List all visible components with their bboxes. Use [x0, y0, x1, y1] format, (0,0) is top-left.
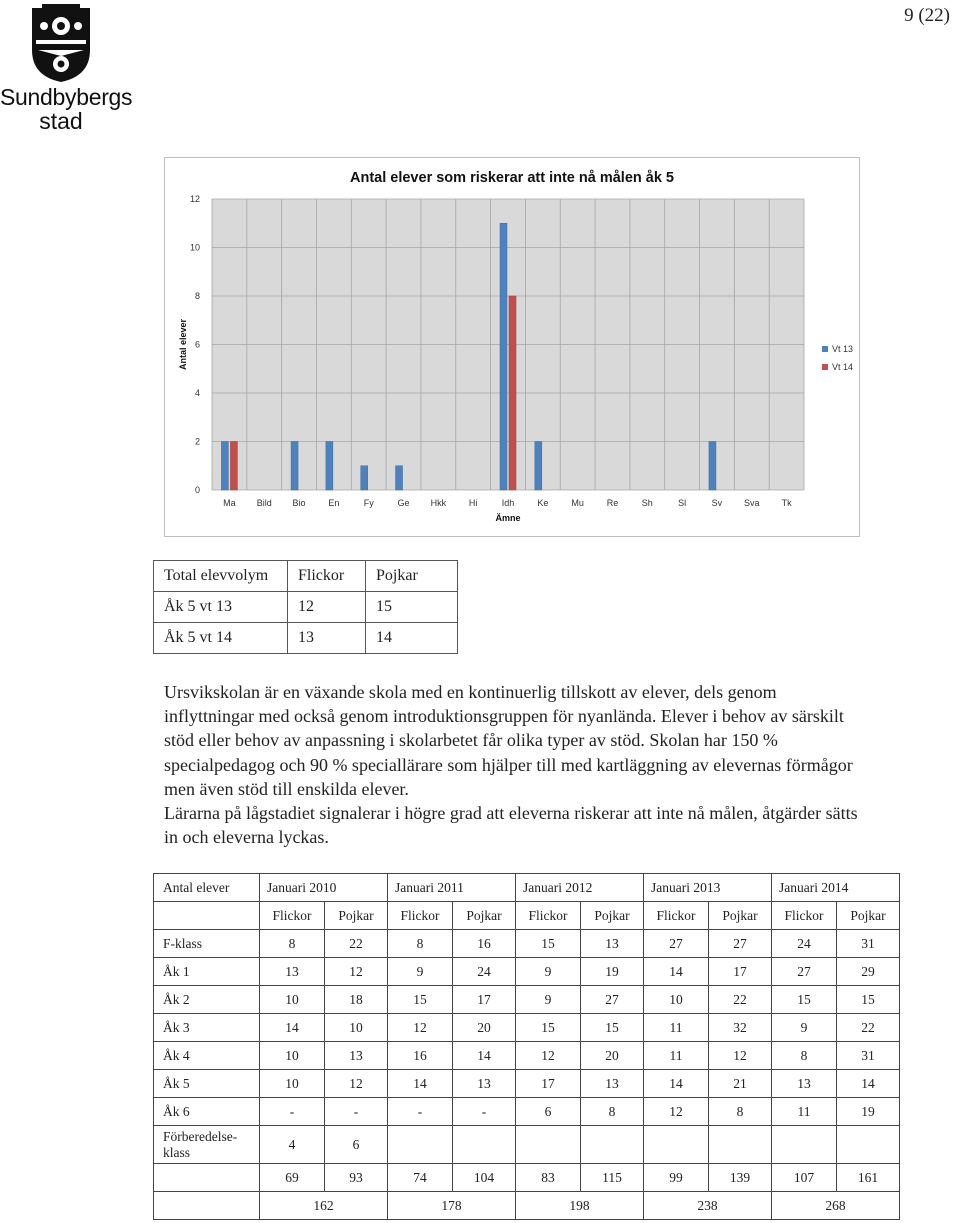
table-cell: 11: [644, 1014, 709, 1042]
table-row: [154, 958, 900, 986]
table-cell: 10: [644, 986, 709, 1014]
table-cell: 27: [581, 986, 644, 1014]
sum-cell: 104: [453, 1164, 516, 1192]
x-tick-label: Bild: [256, 498, 272, 508]
table-cell: 15: [581, 1014, 644, 1042]
table-row: [154, 623, 458, 654]
legend-swatch: [822, 346, 828, 352]
table-cell: Pojkar: [366, 561, 458, 592]
table-cell: 17: [516, 1070, 581, 1098]
x-axis-label: Ämne: [495, 513, 521, 523]
table-cell: 8: [772, 1042, 837, 1070]
coat-of-arms-icon: [30, 4, 92, 84]
table-cell: Flickor: [288, 561, 366, 592]
table-cell: 11: [772, 1098, 837, 1126]
y-tick-label: 10: [189, 242, 200, 253]
sum-cell: 69: [260, 1164, 325, 1192]
table-cell: 10: [325, 1014, 388, 1042]
table-cell: 8: [581, 1098, 644, 1126]
x-tick-label: Ma: [223, 498, 236, 508]
table-cell: 10: [260, 986, 325, 1014]
volume-table: [153, 560, 458, 654]
year-header: Januari 2010: [260, 874, 388, 902]
table-cell: 20: [453, 1014, 516, 1042]
y-tick-label: 12: [189, 194, 200, 204]
year-header: Januari 2014: [772, 874, 900, 902]
table-cell: 13: [288, 623, 366, 654]
table-cell: 10: [260, 1070, 325, 1098]
table-cell: 27: [709, 930, 772, 958]
table-row: [154, 1126, 900, 1164]
table-cell: 13: [581, 1070, 644, 1098]
bar: [291, 442, 298, 491]
row-label: Åk 4: [154, 1042, 260, 1070]
table-cell: 9: [516, 986, 581, 1014]
x-tick-label: Sh: [641, 498, 653, 508]
bar: [326, 442, 333, 491]
logo-name: Sundbybergs: [0, 84, 133, 110]
table-row: [154, 1098, 900, 1126]
table-cell: 8: [260, 930, 325, 958]
risk-chart-svg: [165, 158, 859, 536]
table-cell: 12: [388, 1014, 453, 1042]
table-cell: 14: [260, 1014, 325, 1042]
table-corner: Antal elever: [154, 874, 260, 902]
flickor-header: Flickor: [516, 902, 581, 930]
chart-title: Antal elever som riskerar att inte nå målen åk 5: [350, 170, 674, 186]
table-cell: 14: [644, 1070, 709, 1098]
x-tick-label: Hi: [468, 498, 478, 508]
pojkar-header: Pojkar: [837, 902, 900, 930]
sum-cell: 139: [709, 1164, 772, 1192]
table-cell: 6: [516, 1098, 581, 1126]
table-cell: Åk 5 vt 14: [154, 623, 288, 654]
table-subheader-row: [154, 902, 900, 930]
table-cell: 13: [772, 1070, 837, 1098]
table-cell: 13: [325, 1042, 388, 1070]
table-cell: 22: [837, 1014, 900, 1042]
table-cell: 4: [260, 1126, 325, 1164]
table-row: [154, 930, 900, 958]
table-cell: 21: [709, 1070, 772, 1098]
table-cell: [154, 1192, 260, 1220]
table-cell: 15: [772, 986, 837, 1014]
sum-cell: 115: [581, 1164, 644, 1192]
table-cell: 16: [453, 930, 516, 958]
sum-row: [154, 1164, 900, 1192]
table-row: [154, 561, 458, 592]
total-cell: 198: [516, 1192, 644, 1220]
y-axis-label: Antal elever: [178, 318, 188, 371]
students-table: [153, 873, 900, 1220]
table-cell: 16: [388, 1042, 453, 1070]
table-cell: [581, 1126, 644, 1164]
table-cell: 8: [388, 930, 453, 958]
table-row: [154, 592, 458, 623]
table-cell: 24: [772, 930, 837, 958]
x-tick-label: Fy: [363, 498, 374, 508]
table-cell: 31: [837, 930, 900, 958]
table-cell: 22: [709, 986, 772, 1014]
table-row: [154, 986, 900, 1014]
row-label: Åk 6: [154, 1098, 260, 1126]
bar: [230, 442, 237, 491]
table-cell: 14: [644, 958, 709, 986]
year-header: Januari 2011: [388, 874, 516, 902]
table-cell: 31: [837, 1042, 900, 1070]
x-tick-label: Hkk: [430, 498, 447, 508]
table-cell: 15: [388, 986, 453, 1014]
table-cell: 15: [516, 1014, 581, 1042]
table-cell: -: [453, 1098, 516, 1126]
table-cell: 15: [837, 986, 900, 1014]
table-cell: 13: [453, 1070, 516, 1098]
sundbyberg-logo: [0, 0, 133, 135]
bar: [709, 442, 716, 491]
y-tick-label: 0: [194, 485, 200, 495]
table-cell: 12: [644, 1098, 709, 1126]
total-cell: 162: [260, 1192, 388, 1220]
table-cell: 6: [325, 1126, 388, 1164]
sum-cell: 99: [644, 1164, 709, 1192]
flickor-header: Flickor: [644, 902, 709, 930]
table-cell: 27: [772, 958, 837, 986]
legend-swatch: [822, 364, 828, 370]
bar: [221, 442, 228, 491]
x-tick-label: Sv: [711, 498, 723, 508]
y-tick-label: 8: [194, 291, 200, 301]
table-cell: Åk 5 vt 13: [154, 592, 288, 623]
y-tick-label: 4: [194, 388, 200, 398]
table-cell: 29: [837, 958, 900, 986]
table-cell: 17: [453, 986, 516, 1014]
flickor-header: Flickor: [772, 902, 837, 930]
table-cell: 12: [516, 1042, 581, 1070]
year-header: Januari 2012: [516, 874, 644, 902]
table-cell: 12: [325, 1070, 388, 1098]
pojkar-header: Pojkar: [581, 902, 644, 930]
table-cell: [453, 1126, 516, 1164]
table-cell: 9: [772, 1014, 837, 1042]
bar: [396, 466, 403, 490]
table-cell: 14: [388, 1070, 453, 1098]
table-cell: 14: [453, 1042, 516, 1070]
x-tick-label: Sva: [744, 498, 760, 508]
body-text: [164, 680, 864, 849]
table-cell: 18: [325, 986, 388, 1014]
logo-city: stad: [39, 108, 83, 134]
table-cell: 14: [837, 1070, 900, 1098]
x-tick-label: Tk: [781, 498, 792, 508]
total-cell: 178: [388, 1192, 516, 1220]
x-tick-label: En: [328, 498, 340, 508]
pojkar-header: Pojkar: [325, 902, 388, 930]
y-tick-label: 2: [194, 436, 200, 447]
pojkar-header: Pojkar: [453, 902, 516, 930]
table-cell: [772, 1126, 837, 1164]
bar: [535, 442, 542, 491]
row-label: F-klass: [154, 930, 260, 958]
row-label: Förberedelse-klass: [154, 1126, 260, 1164]
table-cell: -: [388, 1098, 453, 1126]
risk-chart: [164, 157, 860, 537]
sum-cell: 83: [516, 1164, 581, 1192]
table-header-row: [154, 874, 900, 902]
table-cell: 10: [260, 1042, 325, 1070]
paragraph: Lärarna på lågstadiet signalerar i högre grad att eleverna riskerar att inte nå målen, åtgärder sätts in och eleverna lyckas.: [164, 803, 858, 848]
legend-label: Vt 13: [832, 344, 854, 354]
table-cell: 15: [366, 592, 458, 623]
total-cell: 268: [772, 1192, 900, 1220]
bar: [361, 466, 368, 490]
y-tick-label: 6: [194, 339, 200, 350]
table-cell: -: [325, 1098, 388, 1126]
flickor-header: Flickor: [260, 902, 325, 930]
x-tick-label: Sl: [678, 498, 687, 508]
table-cell: 13: [260, 958, 325, 986]
sum-cell: 93: [325, 1164, 388, 1192]
table-row: [154, 1014, 900, 1042]
table-cell: [709, 1126, 772, 1164]
table-cell: -: [260, 1098, 325, 1126]
bar: [500, 223, 507, 490]
table-row: [154, 1042, 900, 1070]
page-number: 9 (22): [904, 5, 950, 26]
table-cell: 17: [709, 958, 772, 986]
table-cell: 11: [644, 1042, 709, 1070]
legend-label: Vt 14: [832, 362, 854, 372]
table-cell: 15: [516, 930, 581, 958]
row-label: Åk 2: [154, 986, 260, 1014]
bar: [509, 296, 516, 490]
table-cell: 14: [366, 623, 458, 654]
row-label: Åk 3: [154, 1014, 260, 1042]
x-tick-label: Ge: [397, 498, 410, 508]
sum-cell: 74: [388, 1164, 453, 1192]
x-tick-label: Idh: [501, 498, 515, 508]
table-cell: 8: [709, 1098, 772, 1126]
paragraph: Ursvikskolan är en växande skola med en kontinuerlig tillskott av elever, dels genom inflyttningar med också genom introduktionsgruppen för nyanlända. Elever i behov av särskilt stöd eller behov av anpassning i skolarbetet får olika typer av stöd. Skolan har 150 % specialpedagog och 90 % speciallärare som hjälper till med kartläggning av elevernas förmågor men även stöd till enskilda elever.: [164, 682, 853, 799]
table-cell: 20: [581, 1042, 644, 1070]
table-cell: 19: [581, 958, 644, 986]
table-cell: 24: [453, 958, 516, 986]
table-cell: [837, 1126, 900, 1164]
table-cell: Total elevvolym: [154, 561, 288, 592]
row-label: Åk 5: [154, 1070, 260, 1098]
sum-cell: 107: [772, 1164, 837, 1192]
total-row: [154, 1192, 900, 1220]
table-cell: [154, 902, 260, 930]
table-cell: 9: [388, 958, 453, 986]
table-cell: [516, 1126, 581, 1164]
table-cell: 12: [709, 1042, 772, 1070]
x-tick-label: Bio: [292, 498, 306, 508]
flickor-header: Flickor: [388, 902, 453, 930]
table-cell: 27: [644, 930, 709, 958]
x-tick-label: Ke: [537, 498, 549, 508]
table-cell: 22: [325, 930, 388, 958]
year-header: Januari 2013: [644, 874, 772, 902]
table-cell: 19: [837, 1098, 900, 1126]
table-cell: 12: [325, 958, 388, 986]
table-cell: 32: [709, 1014, 772, 1042]
table-row: [154, 1070, 900, 1098]
table-cell: 9: [516, 958, 581, 986]
table-cell: 13: [581, 930, 644, 958]
row-label: Åk 1: [154, 958, 260, 986]
sum-cell: 161: [837, 1164, 900, 1192]
pojkar-header: Pojkar: [709, 902, 772, 930]
table-cell: [388, 1126, 453, 1164]
table-cell: [154, 1164, 260, 1192]
x-tick-label: Re: [606, 498, 619, 508]
x-tick-label: Mu: [571, 498, 584, 508]
total-cell: 238: [644, 1192, 772, 1220]
table-cell: 12: [288, 592, 366, 623]
table-cell: [644, 1126, 709, 1164]
